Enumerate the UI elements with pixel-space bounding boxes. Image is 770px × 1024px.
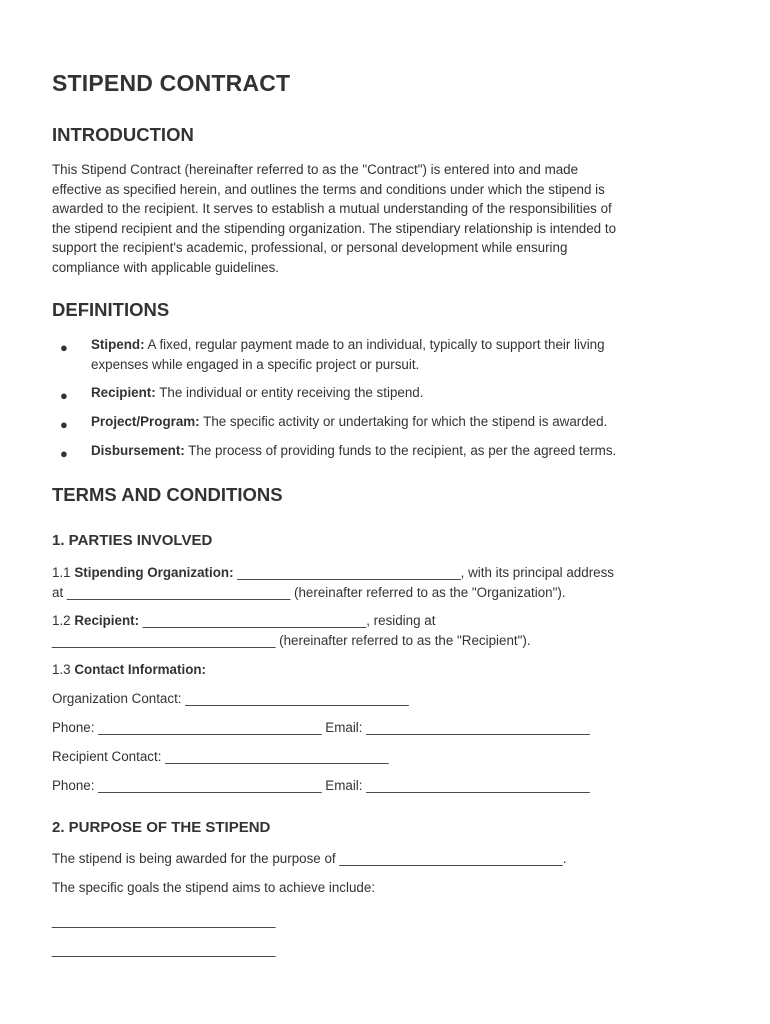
document-title: STIPEND CONTRACT	[52, 70, 291, 96]
org-phone-email-field[interactable]: Phone: ______________________________ Email: ______________________________	[52, 720, 590, 735]
definition-text: The individual or entity receiving the stipend.	[155, 385, 424, 400]
parties-heading: 1. PARTIES INVOLVED	[52, 532, 213, 549]
purpose-heading: 2. PURPOSE OF THE STIPEND	[52, 819, 271, 836]
recipient-label: Recipient:	[74, 613, 140, 628]
recipient-address-line[interactable]: ______________________________ (hereinafter referred to as the "Recipient").	[52, 632, 531, 648]
goal-blank-field[interactable]: ______________________________	[52, 913, 276, 928]
recipient-blank-field[interactable]: ______________________________, residing at	[139, 613, 436, 628]
bullet-icon: ●	[60, 388, 68, 403]
terms-heading: TERMS AND CONDITIONS	[52, 484, 283, 505]
definition-term: Disbursement:	[91, 443, 185, 458]
definition-term: Stipend:	[91, 337, 145, 352]
definitions-heading: DEFINITIONS	[52, 299, 170, 320]
bullet-icon: ●	[60, 417, 68, 432]
intro-line: the stipend recipient and the stipending organization. The stipendiary relationship is intended to	[52, 220, 617, 236]
definition-term: Project/Program:	[91, 414, 200, 429]
purpose-field[interactable]: The stipend is being awarded for the purpose of ______________________________.	[52, 851, 567, 866]
intro-line: compliance with applicable guidelines.	[52, 259, 280, 275]
org-label: Stipending Organization:	[74, 565, 234, 580]
org-address-line[interactable]: at ______________________________ (hereinafter referred to as the "Organization").	[52, 584, 566, 600]
org-contact-field[interactable]: Organization Contact: ______________________________	[52, 691, 409, 706]
org-line: 1.1 Stipending Organization: ______________________________, with its principal address	[52, 565, 614, 580]
definition-term: Recipient:	[91, 385, 156, 400]
intro-line: effective as specified herein, and outlines the terms and conditions under which the stipend is	[52, 181, 605, 197]
definition-text: expenses while engaged in a specific project or pursuit.	[91, 356, 420, 372]
recipient-contact-field[interactable]: Recipient Contact: ______________________________	[52, 749, 389, 764]
recipient-line: 1.2 Recipient: ______________________________, residing at	[52, 613, 436, 628]
definition-text: The specific activity or undertaking for which the stipend is awarded.	[199, 414, 608, 429]
org-blank-field[interactable]: ______________________________, with its principal address	[233, 565, 614, 580]
goal-blank-field[interactable]: ______________________________	[52, 942, 276, 957]
intro-line: This Stipend Contract (hereinafter referred to as the "Contract") is entered into and made	[52, 162, 579, 177]
intro-line: support the recipient's academic, professional, or personal development while ensuring	[52, 240, 568, 255]
intro-line: awarded to the recipient. It serves to establish a mutual understanding of the responsibilities of	[52, 201, 612, 216]
contact-info-line: 1.3 Contact Information:	[52, 662, 207, 677]
definition-text: A fixed, regular payment made to an individual, typically to support their living	[144, 337, 605, 352]
definition-text: The process of providing funds to the recipient, as per the agreed terms.	[184, 443, 617, 458]
recipient-phone-email-field[interactable]: Phone: ______________________________ Email: ______________________________	[52, 778, 590, 793]
goals-intro: The specific goals the stipend aims to achieve include:	[52, 880, 376, 895]
bullet-icon: ●	[60, 446, 68, 461]
bullet-icon: ●	[60, 340, 68, 355]
introduction-heading: INTRODUCTION	[52, 124, 194, 145]
contact-info-label: Contact Information:	[74, 662, 207, 677]
